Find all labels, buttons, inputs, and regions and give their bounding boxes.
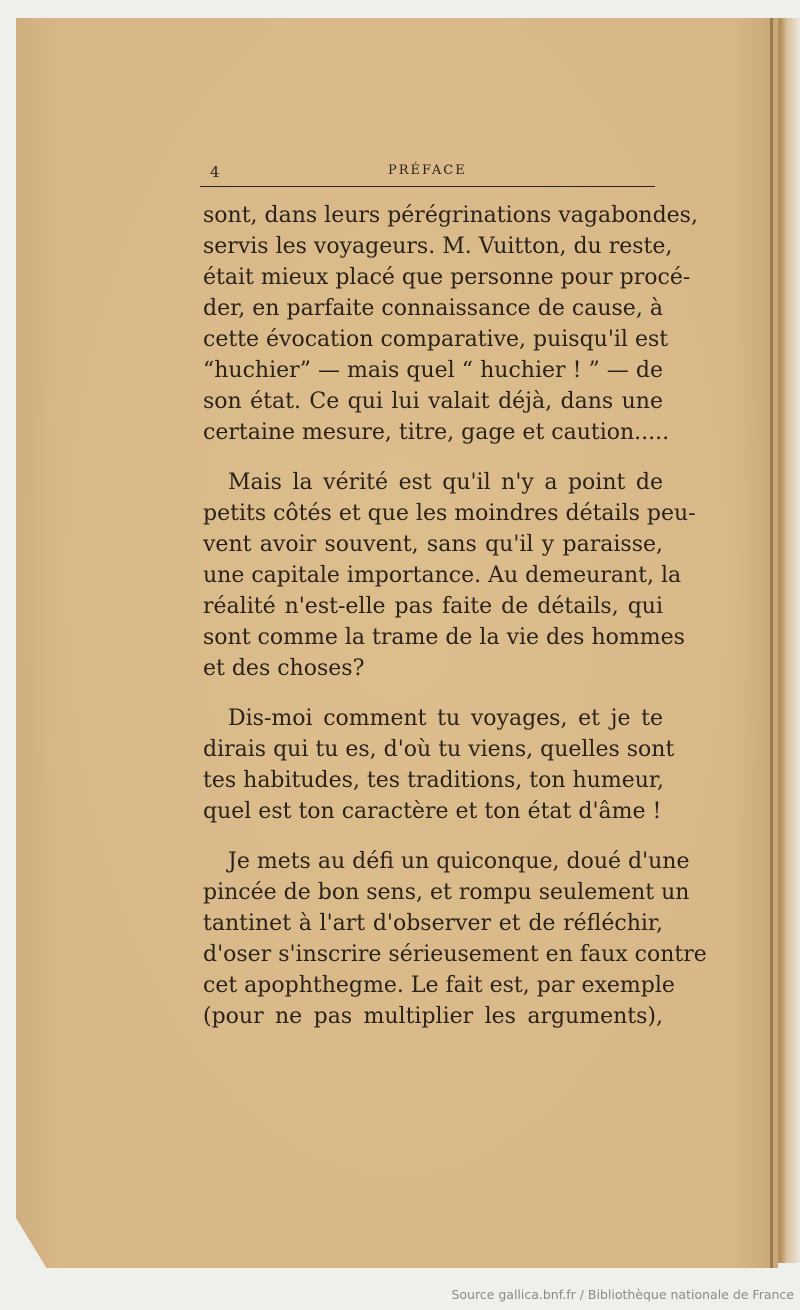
text-line: servis les voyageurs. M. Vuitton, du reste,	[203, 234, 673, 259]
paragraph	[203, 846, 707, 1032]
text-line: Mais la vérité est qu'il n'y a point de	[228, 470, 663, 495]
page-number: 4	[210, 163, 220, 181]
text-line: cette évocation comparative, puisqu'il est	[203, 327, 669, 352]
text-line: certaine mesure, titre, gage et caution.....	[203, 420, 670, 445]
text-line: sont comme la trame de la vie des hommes	[203, 625, 685, 650]
text-line: “huchier” — mais quel “ huchier ! ” — de	[203, 358, 663, 383]
text-line: sont, dans leurs pérégrinations vagabondes,	[203, 203, 698, 228]
text-line: dirais qui tu es, d'où tu viens, quelles sont	[203, 737, 675, 762]
text-line: vent avoir souvent, sans qu'il y paraisse,	[203, 532, 663, 557]
text-line: et des choses?	[203, 656, 365, 681]
text-line: tes habitudes, tes traditions, ton humeur,	[203, 768, 664, 793]
text-line: Je mets au défi un quiconque, doué d'une	[228, 849, 690, 874]
text-line: petits côtés et que les moindres détails peu-	[203, 501, 696, 526]
paragraph	[203, 200, 698, 448]
text-line: (pour ne pas multiplier les arguments),	[203, 1004, 663, 1029]
running-head: PRÉFACE	[388, 163, 467, 178]
text-line: son état. Ce qui lui valait déjà, dans une	[203, 389, 663, 414]
text-line: d'oser s'inscrire sérieusement en faux contre	[203, 942, 707, 967]
page-fold-line	[770, 18, 773, 1268]
text-line: Dis-moi comment tu voyages, et je te	[228, 706, 663, 731]
text-line: quel est ton caractère et ton état d'âme !	[203, 799, 662, 824]
paragraph	[203, 467, 696, 684]
source-credit: Source gallica.bnf.fr / Bibliothèque nationale de France	[451, 1287, 794, 1302]
text-line: pincée de bon sens, et rompu seulement un	[203, 880, 690, 905]
text-line: une capitale importance. Au demeurant, la	[203, 563, 682, 588]
text-line: réalité n'est-elle pas faite de détails, qui	[203, 594, 663, 619]
text-line: cet apophthegme. Le fait est, par exemple	[203, 973, 675, 998]
text-line: der, en parfaite connaissance de cause, à	[203, 296, 663, 321]
body-text	[203, 200, 707, 1051]
text-line: était mieux placé que personne pour procé-	[203, 265, 691, 290]
text-line: tantinet à l'art d'observer et de réfléchir,	[203, 911, 663, 936]
page-header	[200, 160, 655, 187]
paragraph	[203, 703, 675, 827]
